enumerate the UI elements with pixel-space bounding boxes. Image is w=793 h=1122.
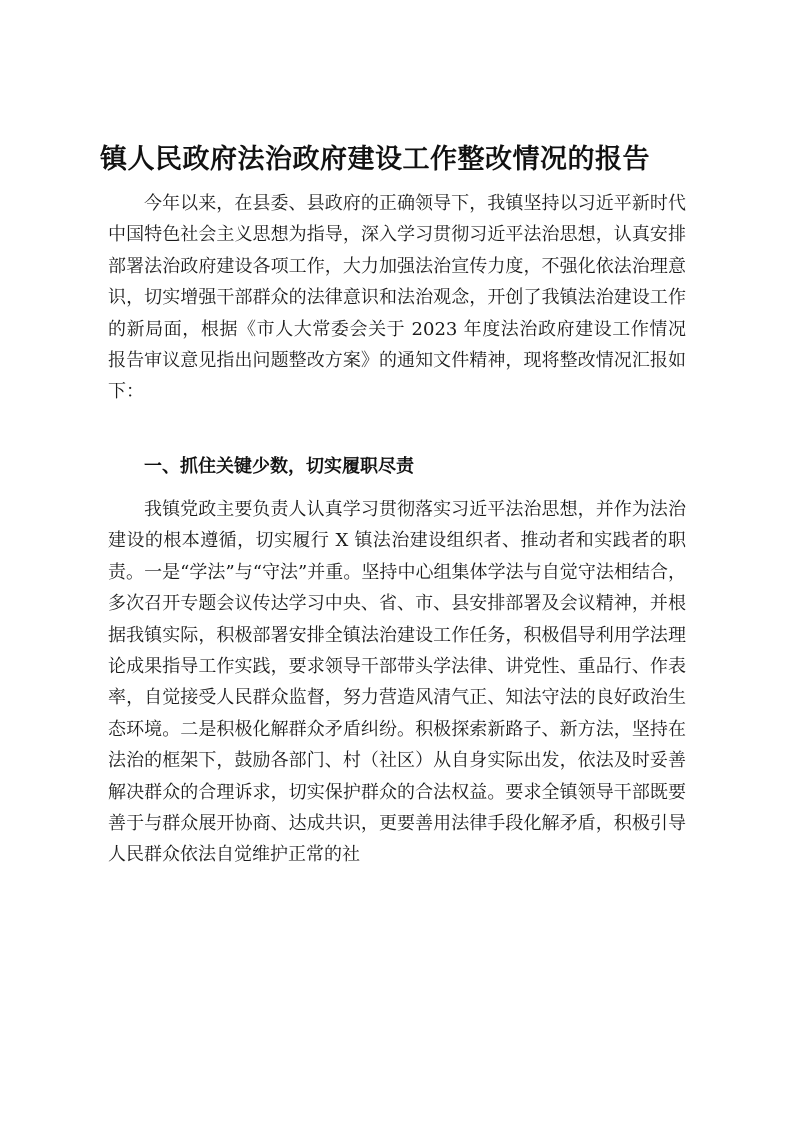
section-heading-1: 一、抓住关键少数，切实履职尽责	[144, 456, 414, 477]
section-1-paragraph: 我镇党政主要负责人认真学习贯彻落实习近平法治思想，并作为法治建设的根本遵循，切实履行 X 镇法治建设组织者、推动者和实践者的职责。一是“学法”与“守法”并重。坚持中心组集体学法与自觉守法相结合，多次召开专题会议传达学习中央、省、市、县安排部署及会议精神，并根据我镇实际，积极部署安排全镇法治建设工作任务，积极倡导利用学法理论成果指导工作实践，要求领导干部带头学法律、讲党性、重品行、作表率，自觉接受人民群众监督，努力营造风清气正、知法守法的良好政治生态环境。二是积极化解群众矛盾纠纷。积极探索新路子、新方法，坚持在法治的框架下，鼓励各部门、村（社区）从自身实际出发，依法及时妥善解决群众的合理诉求，切实保护群众的合法权益。要求全镇领导干部既要善于与群众展开协商、达成共识，更要善用法律手段化解矛盾，积极引导人民群众依法自觉维护正常的社	[108, 499, 686, 866]
intro-paragraph: 今年以来，在县委、县政府的正确领导下，我镇坚持以习近平新时代中国特色社会主义思想为指导，深入学习贯彻习近平法治思想，认真安排部署法治政府建设各项工作，大力加强法治宣传力度，不强化依法治理意识，切实增强干部群众的法律意识和法治观念，开创了我镇法治建设工作的新局面，根据《市人大常委会关于 2023 年度法治政府建设工作情况报告审议意见指出问题整改方案》的通知文件精神，现将整改情况汇报如下：	[108, 193, 686, 403]
document-title: 镇人民政府法治政府建设工作整改情况的报告	[100, 144, 650, 175]
